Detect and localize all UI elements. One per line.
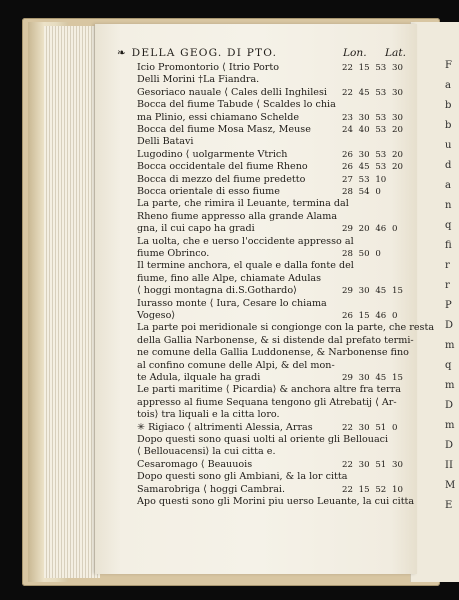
text-line <box>137 322 435 334</box>
text-line <box>137 248 427 260</box>
line-text: al confino comune delle Alpi, & del mon- <box>137 359 335 371</box>
line-coordinates: 24 40 53 20 <box>342 125 403 135</box>
text-line <box>137 360 427 372</box>
line-coordinates: 22 30 51 30 <box>342 459 403 470</box>
facing-page-fragment: r <box>445 260 450 271</box>
text-line <box>137 161 427 173</box>
facing-page-fragment: M <box>445 480 456 491</box>
line-coordinates: 22 30 51 0 <box>342 422 398 433</box>
line-text: ma Plinio, essi chiamano Schelde <box>137 111 300 123</box>
text-line <box>137 298 427 310</box>
line-text: Le parti maritime ⟨ Picardia⟩ & anchora altre fra terra <box>137 384 401 396</box>
line-text: Delli Morini †La Fiandra. <box>137 74 260 86</box>
facing-page-fragment: a <box>445 180 451 191</box>
facing-page-fragment: m <box>445 340 455 351</box>
facing-page-fragment: b <box>445 100 452 111</box>
page-edges <box>44 26 100 578</box>
line-text: La parte, che rimira il Leuante, termina dal <box>137 198 349 210</box>
line-text: Gesoriaco nauale ⟨ Cales delli Inghilesi <box>137 86 327 98</box>
line-coordinates: 29 30 45 15 <box>342 373 403 383</box>
facing-page-fragment: q <box>445 220 452 231</box>
text-line <box>137 174 427 186</box>
line-text: ⟨ hoggi montagna di.S.Gothardo⟩ <box>137 285 297 297</box>
text-line <box>137 285 427 297</box>
line-text: Bocca del fiume Tabude ⟨ Scaldes lo chia <box>137 99 336 111</box>
line-text: tois⟩ tra liquali e la citta loro. <box>137 409 280 421</box>
facing-page-fragment: q <box>445 360 452 371</box>
facing-page-fragment: F <box>445 60 452 71</box>
line-text: Bocca del fiume Mosa Masz, Meuse <box>137 124 311 135</box>
line-text: Icio Promontorio ⟨ Itrio Porto <box>137 62 280 73</box>
text-line <box>137 112 427 124</box>
facing-page-fragment: m <box>445 380 455 391</box>
text-line <box>137 62 427 74</box>
line-text: Lugodino ⟨ uolgarmente Vtrich <box>137 148 288 160</box>
line-text: ✳ Rigiaco ⟨ altrimenti Alessia, Arras <box>137 421 313 433</box>
text-line <box>137 446 427 458</box>
running-title: ❧ DELLA GEOG. DI PTO. <box>117 47 278 59</box>
text-line <box>137 74 427 86</box>
text-line <box>137 496 427 508</box>
facing-page-fragment: n <box>445 200 452 211</box>
line-text: ne comune della Gallia Luddonense, & Narbonense fino <box>137 347 409 359</box>
facing-page-fragment: E <box>445 500 453 511</box>
facing-page-fragment: a <box>445 80 451 91</box>
line-text: Bocca di mezzo del fiume predetto <box>137 173 306 185</box>
line-coordinates: 26 30 53 20 <box>342 149 403 160</box>
text-line <box>137 273 427 285</box>
line-coordinates: 29 30 45 15 <box>342 286 403 297</box>
facing-page-fragment: fi <box>445 240 452 251</box>
line-text: della Gallia Narbonense, & si distende dal prefato termi- <box>137 334 414 346</box>
line-text: La uolta, che e uerso l'occidente appresso al <box>137 235 354 247</box>
text-line <box>137 310 427 322</box>
line-coordinates: 27 53 10 <box>342 174 387 185</box>
text-line <box>137 236 427 248</box>
line-text: te Adula, ilquale ha gradi <box>137 372 261 383</box>
text-line <box>137 347 427 359</box>
text-line <box>137 397 427 409</box>
text-line <box>137 484 427 496</box>
line-coordinates: 22 15 53 30 <box>342 63 403 73</box>
line-text: fiume Obrinco. <box>137 248 210 259</box>
text-line <box>137 99 427 111</box>
line-text: Dopo questi sono gli Ambiani, & la lor citta <box>137 471 348 483</box>
line-text: appresso al fiume Sequana tengono gli Atrebatij ⟨ Ar- <box>137 396 397 408</box>
longitude-column-header: Lon. <box>343 47 367 59</box>
line-text: ⟨ Bellouacensi⟩ la cui citta e. <box>137 446 276 458</box>
text-line <box>137 260 427 272</box>
facing-page-fragment: II <box>445 460 453 471</box>
line-text: Cesaromago ⟨ Beauuois <box>137 458 253 470</box>
facing-page-fragment: D <box>445 400 454 411</box>
line-text: Bocca occidentale del fiume Rheno <box>137 161 308 173</box>
line-text: fiume, fino alle Alpe, chiamate Adulas <box>137 272 322 284</box>
text-line <box>137 422 427 434</box>
text-line <box>137 198 427 210</box>
text-line <box>137 471 427 483</box>
text-line <box>137 384 427 396</box>
latitude-column-header: Lat. <box>385 47 406 59</box>
page-header <box>117 47 417 61</box>
line-text: Vogeso⟩ <box>137 310 176 321</box>
text-line <box>137 223 427 235</box>
line-coordinates: 26 45 53 20 <box>342 162 403 173</box>
facing-page-fragment: D <box>445 320 454 331</box>
facing-page-fragment: P <box>445 300 452 311</box>
line-text: Il termine anchora, el quale e dalla fonte del <box>137 260 354 272</box>
facing-page-fragment: u <box>445 140 452 151</box>
line-text: Apo questi sono gli Morini piu uerso Leuante, la cui citta <box>137 496 415 507</box>
line-text: Dopo questi sono quasi uolti al oriente gli Bellouaci <box>137 434 389 445</box>
facing-page-fragment: D <box>445 440 454 451</box>
line-text: Rheno fiume appresso alla grande Alama <box>137 210 338 222</box>
line-coordinates: 28 54 0 <box>342 187 381 197</box>
line-coordinates: 22 45 53 30 <box>342 87 403 98</box>
line-text: Bocca orientale di esso fiume <box>137 186 280 197</box>
facing-page-fragment: m <box>445 420 455 431</box>
line-coordinates: 28 50 0 <box>342 249 381 259</box>
line-text: gna, il cui capo ha gradi <box>137 223 255 235</box>
text-line <box>137 124 427 136</box>
facing-page-fragment: r <box>445 280 450 291</box>
text-line <box>137 459 427 471</box>
text-line <box>137 434 427 446</box>
text-line <box>137 149 427 161</box>
line-coordinates: 23 30 53 30 <box>342 112 403 123</box>
line-text: La parte poi meridionale si congionge con la parte, che resta <box>137 322 435 334</box>
facing-page-fragment: b <box>445 120 452 131</box>
text-line <box>137 136 427 148</box>
text-line <box>137 87 427 99</box>
facing-page-fragment: d <box>445 160 452 171</box>
text-line <box>137 211 427 223</box>
text-line <box>137 409 427 421</box>
text-line <box>137 186 427 198</box>
line-text: Samarobriga ⟨ hoggi Cambrai. <box>137 483 286 495</box>
text-line <box>137 372 427 384</box>
line-coordinates: 22 15 52 10 <box>342 484 403 495</box>
line-coordinates: 29 20 46 0 <box>342 224 398 235</box>
line-text: Delli Batavi <box>137 136 194 148</box>
text-line <box>137 335 427 347</box>
line-coordinates: 26 15 46 0 <box>342 311 398 321</box>
line-text: Iurasso monte ⟨ Iura, Cesare lo chiama <box>137 297 327 309</box>
